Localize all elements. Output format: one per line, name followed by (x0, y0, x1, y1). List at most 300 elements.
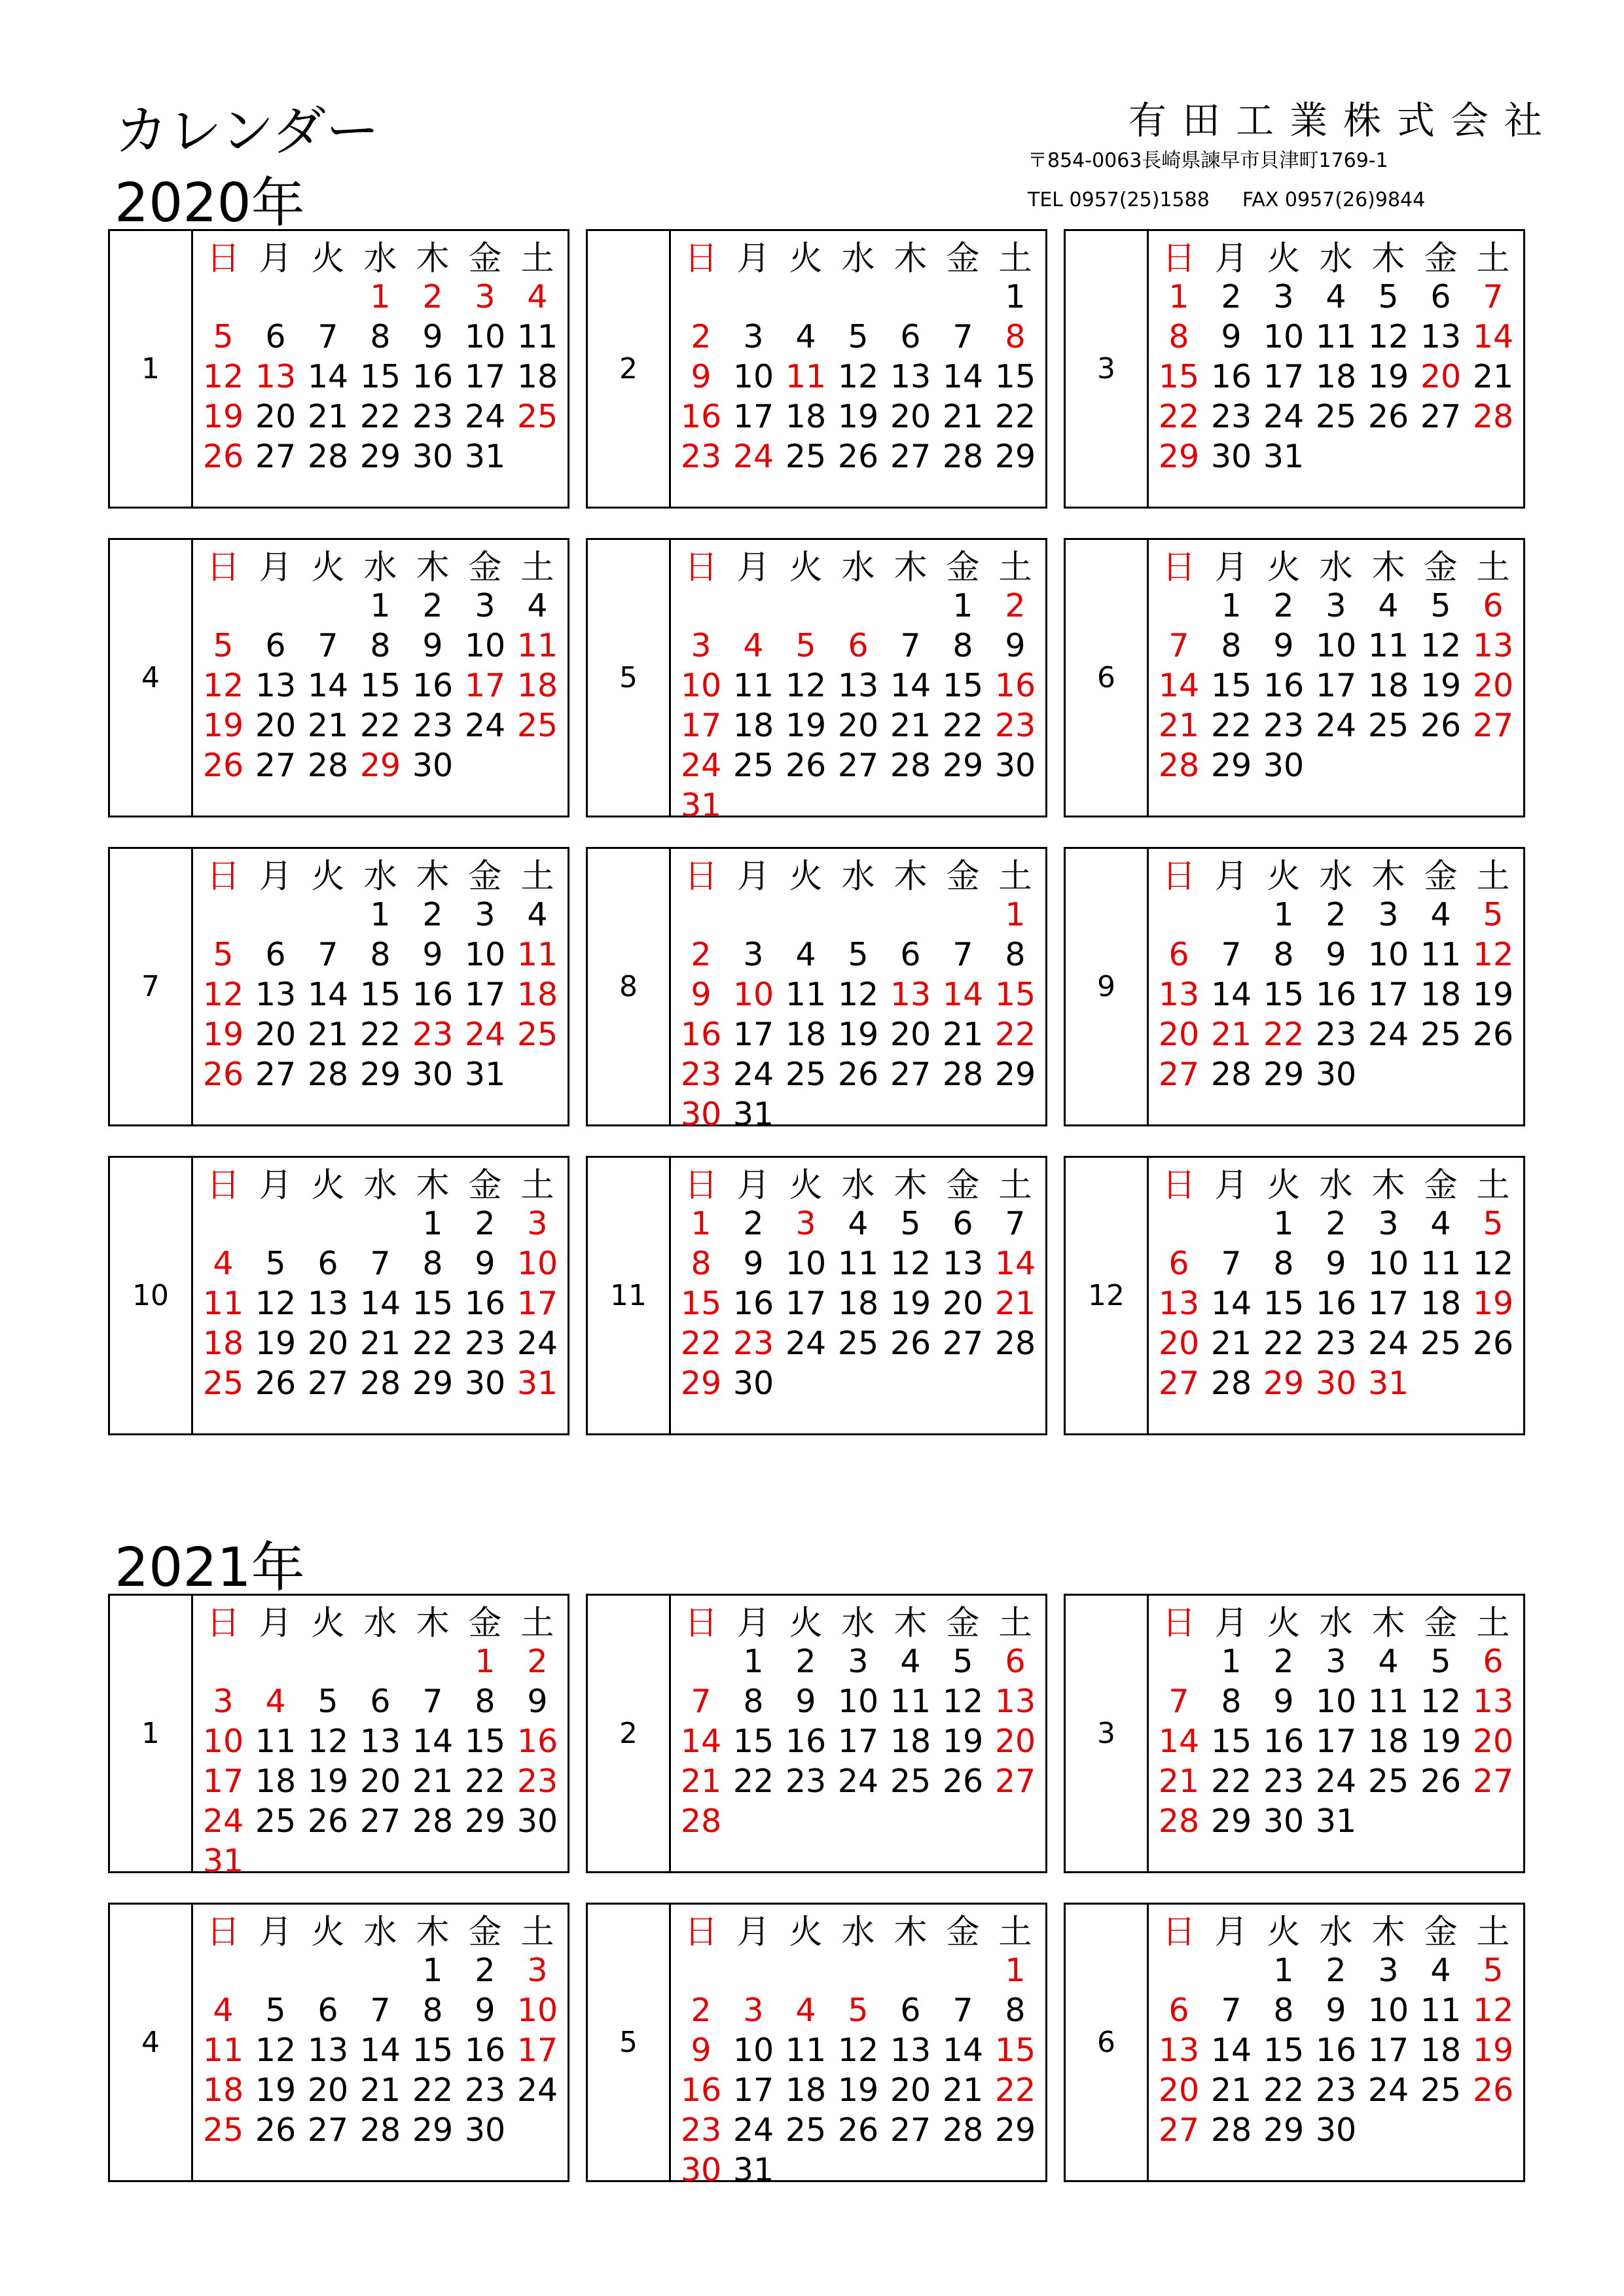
day-cell: 29 (680, 1364, 722, 1402)
day-cell: 16 (412, 666, 454, 704)
day-cell: 1 (1273, 1951, 1294, 1989)
day-cell: 31 (516, 1364, 558, 1402)
day-cell: 1 (1273, 895, 1294, 933)
day-cell: 4 (900, 1642, 921, 1680)
day-cell: 25 (785, 1055, 827, 1093)
day-cell: 31 (1315, 1802, 1357, 1840)
day-cell: 11 (1367, 1682, 1409, 1720)
day-cell: 11 (785, 975, 827, 1013)
day-cell: 24 (464, 1015, 506, 1053)
day-cell: 15 (1263, 1284, 1305, 1322)
day-cell: 6 (848, 626, 869, 664)
day-cell: 3 (743, 935, 764, 973)
weekday-header: 水 (1319, 1604, 1353, 1643)
day-cell: 9 (1273, 626, 1294, 664)
weekday-header: 水 (841, 548, 875, 587)
day-cell: 8 (370, 935, 391, 973)
day-cell: 1 (370, 586, 391, 624)
day-cell: 12 (837, 975, 879, 1013)
day-cell: 18 (255, 1762, 297, 1800)
day-cell: 14 (1210, 2031, 1252, 2069)
day-cell: 6 (900, 317, 921, 355)
weekday-header: 土 (1476, 857, 1510, 896)
day-cell: 5 (1483, 895, 1504, 933)
day-cell: 22 (1263, 1324, 1305, 1362)
day-cell: 19 (255, 1324, 297, 1362)
weekday-header: 土 (998, 857, 1032, 896)
day-cell: 11 (785, 357, 827, 395)
day-cell: 8 (1005, 317, 1026, 355)
day-cell: 13 (1472, 1682, 1514, 1720)
day-cell: 5 (848, 1991, 869, 2029)
day-cell: 30 (1315, 1364, 1357, 1402)
day-cell: 26 (202, 746, 244, 784)
day-cell: 18 (516, 357, 558, 395)
day-cell: 26 (837, 437, 879, 475)
day-cell: 11 (1367, 626, 1409, 664)
day-cell: 5 (265, 1991, 286, 2029)
day-cell: 6 (952, 1204, 973, 1242)
day-cell: 6 (265, 935, 286, 973)
day-cell: 4 (1326, 278, 1346, 315)
day-cell: 25 (516, 1015, 558, 1053)
day-cell: 2 (691, 1991, 712, 2029)
day-cell: 28 (1158, 1802, 1200, 1840)
day-cell: 17 (732, 397, 774, 435)
day-cell: 15 (994, 2031, 1036, 2069)
day-cell: 5 (265, 1244, 286, 1282)
day-cell: 7 (1221, 935, 1242, 973)
day-cell: 31 (680, 786, 722, 824)
day-cell: 8 (370, 317, 391, 355)
day-cell: 29 (412, 1364, 454, 1402)
weekday-header: 日 (684, 239, 718, 278)
weekday-header: 日 (1162, 1166, 1196, 1205)
day-cell: 1 (370, 895, 391, 933)
day-cell: 11 (516, 317, 558, 355)
day-cell: 28 (359, 1364, 401, 1402)
day-cell: 3 (475, 586, 496, 624)
day-cell: 3 (1326, 1642, 1346, 1680)
day-cell: 3 (1326, 586, 1346, 624)
month-box (1064, 847, 1525, 1126)
day-cell: 17 (680, 706, 722, 744)
weekday-header: 火 (311, 239, 345, 278)
day-cell: 15 (1263, 2031, 1305, 2069)
day-cell: 12 (1420, 1682, 1462, 1720)
day-cell: 21 (942, 1015, 984, 1053)
weekday-header: 火 (311, 857, 345, 896)
day-cell: 22 (1210, 706, 1252, 744)
weekday-header: 木 (893, 239, 928, 278)
day-cell: 10 (464, 317, 506, 355)
weekday-header: 金 (468, 857, 502, 896)
weekday-header: 火 (789, 239, 823, 278)
day-cell: 26 (1420, 706, 1462, 744)
weekday-header: 土 (1476, 548, 1510, 587)
day-cell: 20 (307, 1324, 349, 1362)
month-box (1064, 538, 1525, 817)
month-number: 1 (110, 1596, 193, 1871)
weekday-header: 水 (841, 1912, 875, 1952)
day-cell: 28 (1158, 746, 1200, 784)
day-cell: 21 (307, 397, 349, 435)
day-cell: 2 (691, 935, 712, 973)
weekday-header: 日 (684, 857, 718, 896)
day-cell: 27 (255, 746, 297, 784)
weekday-header: 水 (1319, 857, 1353, 896)
day-cell: 18 (1367, 1722, 1409, 1760)
day-cell: 2 (743, 1204, 764, 1242)
day-cell: 14 (942, 975, 984, 1013)
day-cell: 10 (732, 357, 774, 395)
day-cell: 19 (202, 706, 244, 744)
day-cell: 15 (1210, 666, 1252, 704)
day-cell: 7 (900, 626, 921, 664)
weekday-header: 日 (1162, 1912, 1196, 1952)
day-cell: 14 (890, 666, 931, 704)
day-cell: 28 (994, 1324, 1036, 1362)
day-cell: 3 (743, 317, 764, 355)
day-cell: 11 (255, 1722, 297, 1760)
day-cell: 19 (202, 397, 244, 435)
day-cell: 13 (255, 975, 297, 1013)
day-cell: 28 (1210, 1055, 1252, 1093)
day-cell: 22 (732, 1762, 774, 1800)
day-cell: 31 (464, 437, 506, 475)
day-cell: 20 (890, 397, 931, 435)
weekday-header: 金 (1424, 1604, 1458, 1643)
weekday-header: 木 (416, 548, 450, 587)
day-cell: 18 (1367, 666, 1409, 704)
company-tel: TEL 0957(25)1588 (1028, 188, 1210, 211)
day-cell: 29 (1263, 1055, 1305, 1093)
day-cell: 11 (837, 1244, 879, 1282)
day-cell: 8 (1168, 317, 1189, 355)
day-cell: 3 (691, 626, 712, 664)
day-cell: 16 (464, 1284, 506, 1322)
day-cell: 18 (1315, 357, 1357, 395)
day-cell: 13 (942, 1244, 984, 1282)
day-cell: 2 (795, 1642, 816, 1680)
day-cell: 2 (422, 278, 443, 315)
weekday-header: 金 (468, 1912, 502, 1952)
weekday-header: 火 (1267, 239, 1301, 278)
weekday-header: 木 (893, 1912, 928, 1952)
weekday-header: 日 (684, 1912, 718, 1952)
weekday-header: 月 (259, 1912, 293, 1952)
day-cell: 27 (890, 2111, 931, 2149)
day-cell: 18 (837, 1284, 879, 1322)
weekday-header: 水 (1319, 1166, 1353, 1205)
day-cell: 12 (837, 357, 879, 395)
day-cell: 16 (1210, 357, 1252, 395)
day-cell: 12 (255, 1284, 297, 1322)
weekday-header: 日 (1162, 548, 1196, 587)
day-cell: 9 (691, 2031, 712, 2069)
weekday-header: 日 (684, 548, 718, 587)
day-cell: 25 (785, 2111, 827, 2149)
day-cell: 21 (890, 706, 931, 744)
day-cell: 18 (732, 706, 774, 744)
weekday-header: 火 (1267, 857, 1301, 896)
day-cell: 15 (994, 975, 1036, 1013)
day-cell: 5 (213, 626, 234, 664)
month-number: 11 (588, 1158, 671, 1433)
day-cell: 19 (837, 2071, 879, 2109)
day-cell: 24 (202, 1802, 244, 1840)
day-cell: 28 (1210, 1364, 1252, 1402)
day-cell: 7 (317, 317, 338, 355)
day-cell: 27 (255, 437, 297, 475)
day-cell: 4 (795, 935, 816, 973)
day-cell: 24 (680, 746, 722, 784)
weekday-header: 月 (1214, 1604, 1248, 1643)
weekday-header: 水 (363, 1604, 397, 1643)
day-cell: 17 (202, 1762, 244, 1800)
day-cell: 5 (1430, 586, 1451, 624)
day-cell: 17 (732, 1015, 774, 1053)
day-cell: 8 (370, 626, 391, 664)
day-cell: 6 (317, 1991, 338, 2029)
weekday-header: 月 (736, 1912, 770, 1952)
day-cell: 2 (1273, 1642, 1294, 1680)
day-cell: 21 (412, 1762, 454, 1800)
day-cell: 19 (942, 1722, 984, 1760)
day-cell: 26 (202, 437, 244, 475)
weekday-header: 土 (998, 239, 1032, 278)
weekday-header: 日 (206, 1166, 240, 1205)
day-cell: 29 (994, 1055, 1036, 1093)
day-cell: 21 (1158, 1762, 1200, 1800)
day-cell: 9 (1273, 1682, 1294, 1720)
day-cell: 10 (1367, 1991, 1409, 2029)
day-cell: 20 (942, 1284, 984, 1322)
day-cell: 10 (732, 975, 774, 1013)
day-cell: 26 (1472, 1015, 1514, 1053)
day-cell: 29 (1210, 1802, 1252, 1840)
weekday-header: 火 (311, 1912, 345, 1952)
day-cell: 30 (1263, 746, 1305, 784)
month-box (586, 1594, 1047, 1873)
day-cell: 9 (691, 357, 712, 395)
day-cell: 16 (680, 397, 722, 435)
day-cell: 17 (516, 2031, 558, 2069)
day-cell: 14 (994, 1244, 1036, 1282)
day-cell: 11 (1420, 1244, 1462, 1282)
day-cell: 26 (837, 1055, 879, 1093)
month-number: 5 (588, 540, 671, 816)
weekday-header: 日 (684, 1604, 718, 1643)
day-cell: 24 (1367, 2071, 1409, 2109)
month-box (108, 229, 569, 509)
day-cell: 9 (1005, 626, 1026, 664)
day-cell: 10 (1315, 626, 1357, 664)
day-cell: 11 (732, 666, 774, 704)
day-cell: 16 (732, 1284, 774, 1322)
day-cell: 20 (1420, 357, 1462, 395)
day-cell: 22 (680, 1324, 722, 1362)
day-cell: 8 (1273, 1244, 1294, 1282)
weekday-header: 月 (259, 857, 293, 896)
day-cell: 16 (412, 357, 454, 395)
day-cell: 10 (516, 1991, 558, 2029)
day-cell: 28 (1210, 2111, 1252, 2149)
day-cell: 25 (1367, 1762, 1409, 1800)
weekday-header: 金 (468, 1166, 502, 1205)
day-cell: 22 (464, 1762, 506, 1800)
day-cell: 17 (1367, 2031, 1409, 2069)
day-cell: 14 (1472, 317, 1514, 355)
day-cell: 11 (516, 935, 558, 973)
month-number: 6 (1066, 1905, 1149, 2180)
day-cell: 22 (994, 2071, 1036, 2109)
day-cell: 14 (942, 2031, 984, 2069)
weekday-header: 月 (736, 1604, 770, 1643)
day-cell: 16 (464, 2031, 506, 2069)
weekday-header: 金 (468, 548, 502, 587)
day-cell: 10 (785, 1244, 827, 1282)
weekday-header: 月 (736, 857, 770, 896)
day-cell: 9 (743, 1244, 764, 1282)
day-cell: 23 (1315, 1324, 1357, 1362)
day-cell: 17 (1315, 1722, 1357, 1760)
weekday-header: 金 (1424, 239, 1458, 278)
day-cell: 31 (732, 2151, 774, 2189)
day-cell: 15 (732, 1722, 774, 1760)
weekday-header: 水 (841, 857, 875, 896)
day-cell: 7 (952, 317, 973, 355)
day-cell: 5 (952, 1642, 973, 1680)
day-cell: 25 (202, 1364, 244, 1402)
weekday-header: 木 (1371, 239, 1405, 278)
weekday-header: 金 (946, 857, 980, 896)
weekday-header: 日 (206, 1912, 240, 1952)
day-cell: 11 (890, 1682, 931, 1720)
day-cell: 1 (1221, 1642, 1242, 1680)
day-cell: 5 (1483, 1951, 1504, 1989)
day-cell: 7 (1168, 626, 1189, 664)
day-cell: 18 (785, 2071, 827, 2109)
day-cell: 20 (359, 1762, 401, 1800)
day-cell: 25 (890, 1762, 931, 1800)
weekday-header: 月 (259, 548, 293, 587)
day-cell: 20 (837, 706, 879, 744)
weekday-header: 土 (998, 1604, 1032, 1643)
day-cell: 3 (213, 1682, 234, 1720)
day-cell: 1 (1005, 895, 1026, 933)
weekday-header: 日 (206, 239, 240, 278)
weekday-header: 木 (1371, 548, 1405, 587)
day-cell: 20 (1472, 666, 1514, 704)
day-cell: 15 (412, 1284, 454, 1322)
day-cell: 9 (527, 1682, 548, 1720)
year-label-2020: 2020年 (115, 172, 305, 234)
day-cell: 12 (202, 975, 244, 1013)
weekday-header: 土 (520, 1604, 554, 1643)
day-cell: 2 (1273, 586, 1294, 624)
day-cell: 3 (743, 1991, 764, 2029)
company-name: 有田工業株式会社 (1128, 98, 1558, 143)
page-title: カレンダー (115, 100, 380, 162)
weekday-header: 火 (311, 1166, 345, 1205)
day-cell: 16 (680, 2071, 722, 2109)
day-cell: 30 (1315, 2111, 1357, 2149)
day-cell: 9 (795, 1682, 816, 1720)
day-cell: 5 (848, 317, 869, 355)
day-cell: 4 (527, 586, 548, 624)
day-cell: 22 (412, 2071, 454, 2109)
month-box (1064, 229, 1525, 509)
day-cell: 9 (1326, 1244, 1346, 1282)
day-cell: 2 (691, 317, 712, 355)
day-cell: 15 (994, 357, 1036, 395)
day-cell: 21 (307, 1015, 349, 1053)
day-cell: 12 (785, 666, 827, 704)
weekday-header: 土 (998, 1166, 1032, 1205)
day-cell: 31 (464, 1055, 506, 1093)
day-cell: 12 (202, 357, 244, 395)
weekday-header: 木 (893, 1604, 928, 1643)
day-cell: 30 (1315, 1055, 1357, 1093)
day-cell: 6 (900, 1991, 921, 2029)
day-cell: 19 (785, 706, 827, 744)
day-cell: 15 (412, 2031, 454, 2069)
weekday-header: 火 (1267, 548, 1301, 587)
day-cell: 8 (475, 1682, 496, 1720)
day-cell: 15 (464, 1722, 506, 1760)
weekday-header: 火 (311, 1604, 345, 1643)
day-cell: 30 (412, 1055, 454, 1093)
day-cell: 25 (1420, 2071, 1462, 2109)
weekday-header: 水 (841, 1604, 875, 1643)
day-cell: 7 (1221, 1991, 1242, 2029)
day-cell: 3 (527, 1951, 548, 1989)
day-cell: 8 (1221, 1682, 1242, 1720)
day-cell: 14 (1158, 1722, 1200, 1760)
weekday-header: 木 (1371, 1604, 1405, 1643)
day-cell: 12 (942, 1682, 984, 1720)
day-cell: 27 (1472, 1762, 1514, 1800)
day-cell: 6 (1168, 1991, 1189, 2029)
day-cell: 17 (1263, 357, 1305, 395)
day-cell: 17 (1367, 1284, 1409, 1322)
day-cell: 29 (942, 746, 984, 784)
day-cell: 27 (1158, 2111, 1200, 2149)
day-cell: 8 (1273, 1991, 1294, 2029)
day-cell: 12 (837, 2031, 879, 2069)
day-cell: 15 (1263, 975, 1305, 1013)
day-cell: 1 (370, 278, 391, 315)
weekday-header: 金 (1424, 1912, 1458, 1952)
weekday-header: 水 (363, 857, 397, 896)
day-cell: 6 (317, 1244, 338, 1282)
day-cell: 17 (464, 357, 506, 395)
month-box (108, 1594, 569, 1880)
day-cell: 30 (464, 1364, 506, 1402)
day-cell: 10 (732, 2031, 774, 2069)
day-cell: 12 (1472, 1991, 1514, 2029)
day-cell: 16 (680, 1015, 722, 1053)
weekday-header: 木 (1371, 1166, 1405, 1205)
day-cell: 22 (359, 397, 401, 435)
day-cell: 27 (942, 1324, 984, 1362)
day-cell: 10 (516, 1244, 558, 1282)
day-cell: 27 (359, 1802, 401, 1840)
day-cell: 6 (1483, 586, 1504, 624)
day-cell: 7 (691, 1682, 712, 1720)
day-cell: 27 (1158, 1055, 1200, 1093)
